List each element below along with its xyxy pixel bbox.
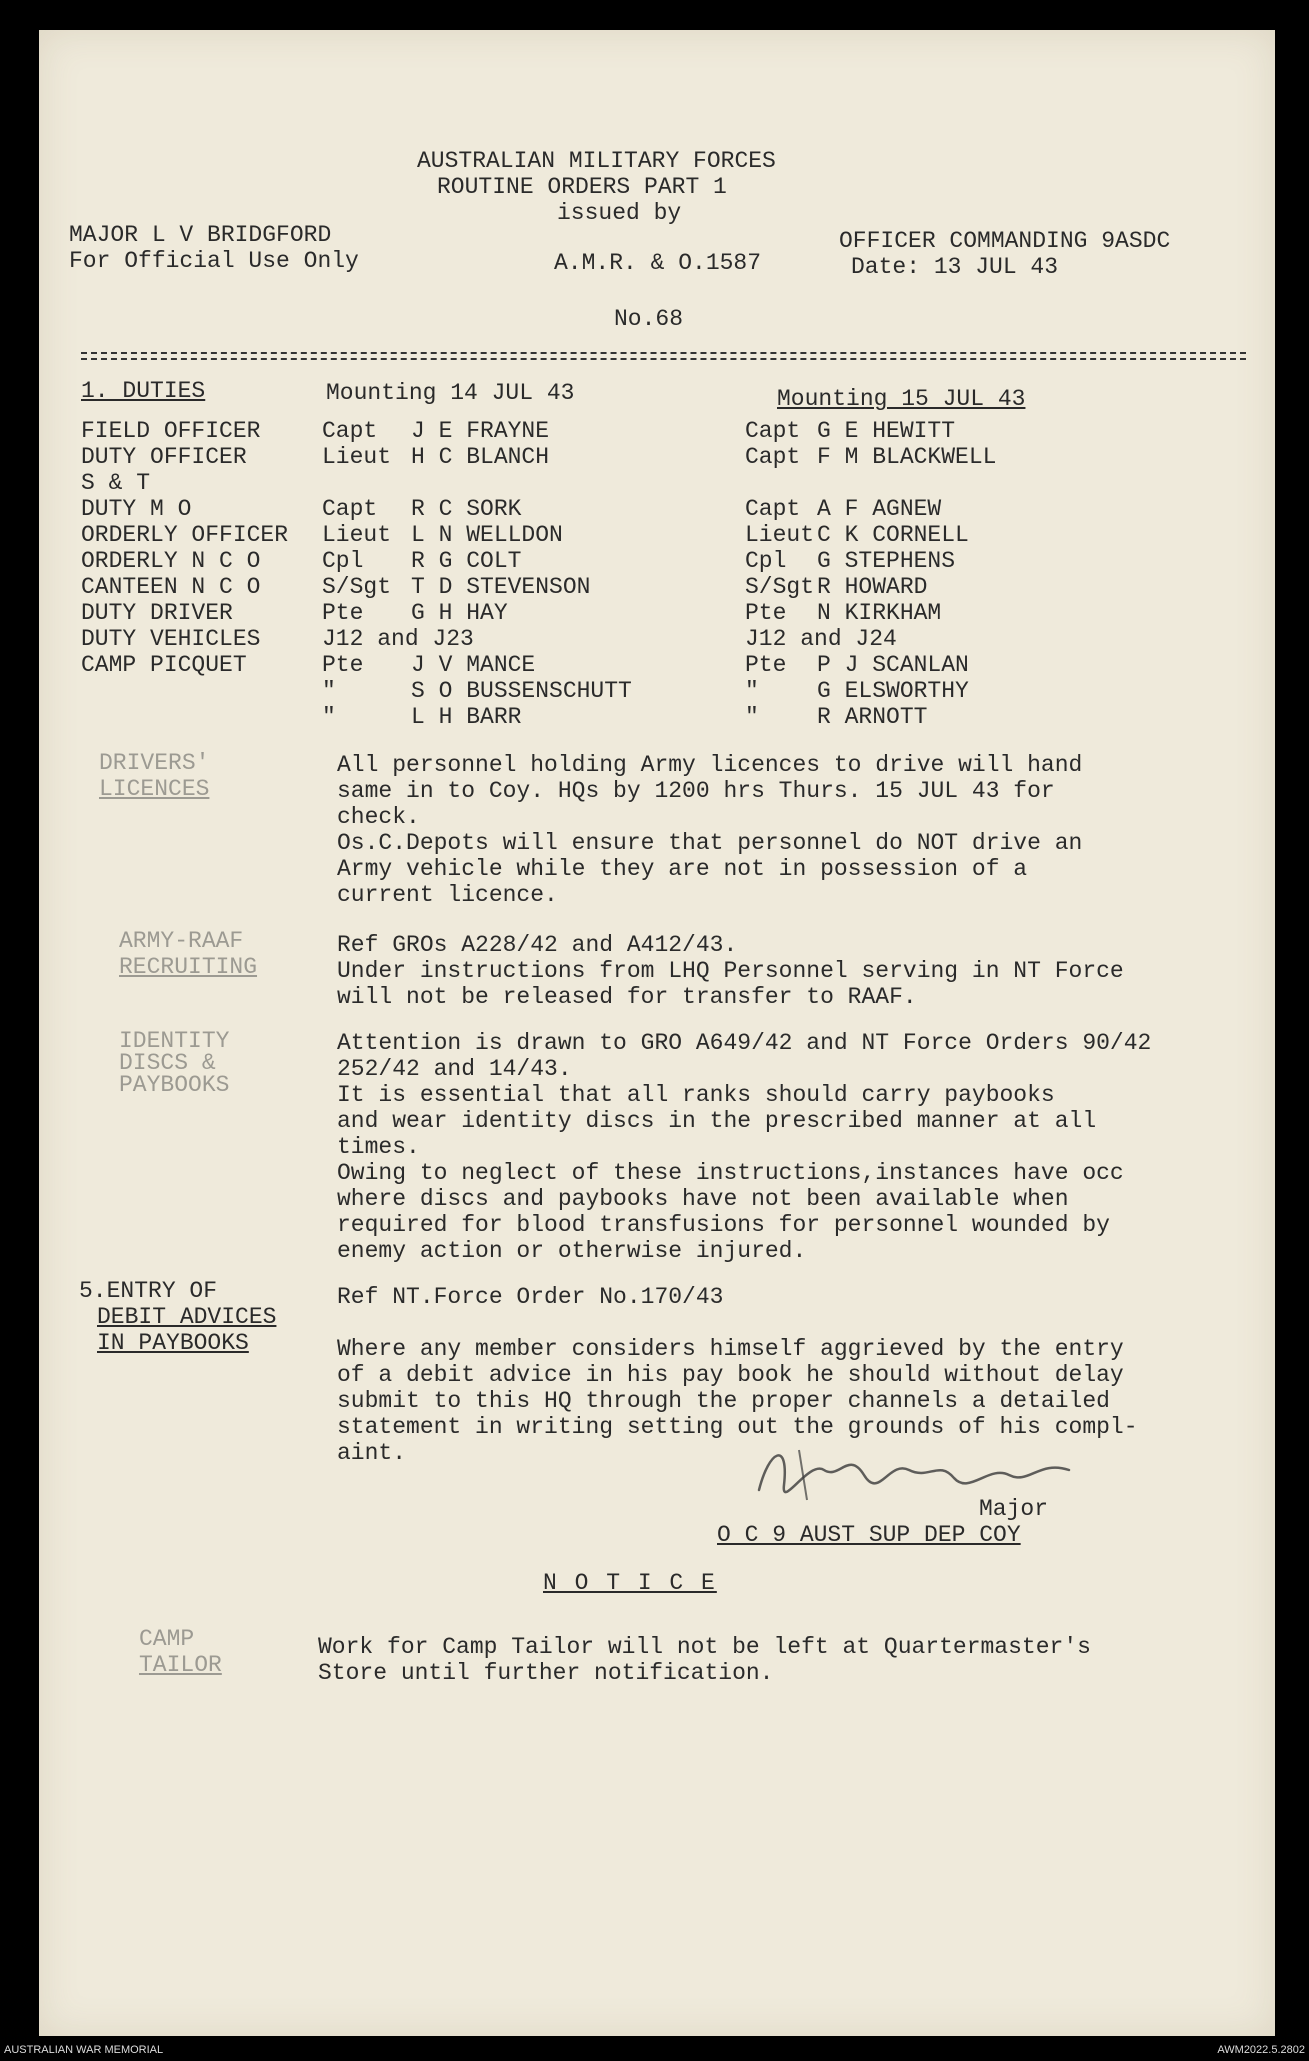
section-4-side-label-1: 5.ENTRY OF xyxy=(79,1278,218,1304)
section-3-side-label-2: DISCS & xyxy=(119,1050,216,1076)
archive-reference: AWM2022.5.2802 xyxy=(1217,2044,1305,2056)
duty-cell-n1: S O BUSSENSCHUTT xyxy=(411,678,632,704)
duty-cell-n2: F M BLACKWELL xyxy=(817,444,997,470)
duty-cell-role: FIELD OFFICER xyxy=(81,418,261,444)
duty-cell-r2: " xyxy=(745,678,759,704)
header-rule-2 xyxy=(81,358,1246,360)
duty-cell-role: DUTY M O xyxy=(81,496,192,522)
duty-cell-n2: N KIRKHAM xyxy=(817,600,942,626)
order-date: Date: 13 JUL 43 xyxy=(851,254,1059,280)
duty-cell-n2: P J SCANLAN xyxy=(817,652,969,678)
duty-cell-role: DUTY DRIVER xyxy=(81,600,233,626)
duty-cell-r1: Capt xyxy=(322,418,378,444)
duty-cell-n2: A F AGNEW xyxy=(817,496,942,522)
duty-cell-r1: S/Sgt xyxy=(322,574,392,600)
notice-side-label-2: TAILOR xyxy=(139,1652,222,1678)
duty-cell-role: ORDERLY OFFICER xyxy=(81,522,289,548)
duty-cell-n1: H C BLANCH xyxy=(411,444,550,470)
duty-cell-n1: G H HAY xyxy=(411,600,508,626)
duty-cell-r2: S/Sgt xyxy=(745,574,815,600)
signatory-rank: Major xyxy=(979,1496,1049,1522)
section-1-text: All personnel holding Army licences to drive will hand same in to Coy. HQs by 1200 hrs Thurs. 15 JUL 43 for check. Os.C.Depots will ensure that personnel do NOT drive an Army vehicle while they are not in possession of a current licence. xyxy=(337,752,1083,908)
duty-cell-r2: J12 and J24 xyxy=(745,626,897,652)
section-1-side-label-2: LICENCES xyxy=(99,776,210,802)
order-number: No.68 xyxy=(614,306,684,332)
duty-cell-r2: Cpl xyxy=(745,548,787,574)
duty-cell-r1: Pte xyxy=(322,652,364,678)
duty-cell-n1: L N WELLDON xyxy=(411,522,563,548)
amr-reference: A.M.R. & O.1587 xyxy=(554,250,762,276)
duty-cell-role: DUTY OFFICER xyxy=(81,444,247,470)
duties-col1-heading: Mounting 14 JUL 43 xyxy=(326,380,575,406)
archive-credit: AUSTRALIAN WAR MEMORIAL xyxy=(4,2044,164,2056)
duty-cell-role: S & T xyxy=(81,470,151,496)
duty-cell-r1: Lieut xyxy=(322,522,392,548)
document-page xyxy=(39,30,1275,2036)
duty-cell-n1: R C SORK xyxy=(411,496,522,522)
duty-cell-r1: Cpl xyxy=(322,548,364,574)
notice-text: Work for Camp Tailor will not be left at Quartermaster's Store until further notification. xyxy=(318,1634,1091,1686)
header-line-2: ROUTINE ORDERS PART 1 xyxy=(437,174,727,200)
duty-cell-n1: T D STEVENSON xyxy=(411,574,591,600)
duty-cell-r1: Pte xyxy=(322,600,364,626)
duty-cell-n2: G ELSWORTHY xyxy=(817,678,969,704)
duty-cell-r2: Lieut xyxy=(745,522,815,548)
section-2-side-label-1: ARMY-RAAF xyxy=(119,928,244,954)
duty-cell-role: DUTY VEHICLES xyxy=(81,626,261,652)
duty-cell-r1: J12 and J23 xyxy=(322,626,474,652)
restriction: For Official Use Only xyxy=(69,248,359,274)
issuer: MAJOR L V BRIDGFORD xyxy=(69,222,332,248)
duty-cell-r2: Capt xyxy=(745,496,801,522)
notice-heading: N O T I C E xyxy=(543,1570,717,1596)
duty-cell-r1: " xyxy=(322,678,336,704)
duty-cell-r2: Capt xyxy=(745,418,801,444)
duty-cell-role: CANTEEN N C O xyxy=(81,574,261,600)
duty-cell-r2: " xyxy=(745,704,759,730)
duty-cell-r1: Lieut xyxy=(322,444,392,470)
duty-cell-n2: R ARNOTT xyxy=(817,704,928,730)
duty-cell-n2: G STEPHENS xyxy=(817,548,956,574)
duty-cell-n1: L H BARR xyxy=(411,704,522,730)
duty-cell-n2: C K CORNELL xyxy=(817,522,969,548)
signatory-unit: O C 9 AUST SUP DEP COY xyxy=(717,1522,1021,1548)
header-rule-1 xyxy=(81,352,1246,354)
section-3-text: Attention is drawn to GRO A649/42 and NT Force Orders 90/42 252/42 and 14/43. It is essential that all ranks should carry paybooks and wear identity discs in the prescribed manner at all times. Owing to neglect of these instructions,instances have occ where discs and paybooks have not been available when required for blood transfusions for personnel wounded by enemy action or otherwise injured. xyxy=(337,1030,1152,1264)
section-4-side-label-3: IN PAYBOOKS xyxy=(97,1330,249,1356)
duty-cell-n1: R G COLT xyxy=(411,548,522,574)
duty-cell-r2: Pte xyxy=(745,600,787,626)
section-3-side-label-1: IDENTITY xyxy=(119,1028,230,1054)
duty-cell-n1: J V MANCE xyxy=(411,652,536,678)
duty-cell-n2: G E HEWITT xyxy=(817,418,956,444)
issuing-officer: OFFICER COMMANDING 9ASDC xyxy=(839,228,1171,254)
duty-cell-role: CAMP PICQUET xyxy=(81,652,247,678)
duty-cell-r2: Pte xyxy=(745,652,787,678)
section-4-side-label-2: DEBIT ADVICES xyxy=(97,1304,277,1330)
duty-cell-r2: Capt xyxy=(745,444,801,470)
section-1-side-label-1: DRIVERS' xyxy=(99,750,210,776)
header-line-3: issued by xyxy=(557,200,682,226)
notice-side-label-1: CAMP xyxy=(139,1626,195,1652)
duty-cell-role: ORDERLY N C O xyxy=(81,548,261,574)
section-2-text: Ref GROs A228/42 and A412/43. Under instructions from LHQ Personnel serving in NT Force will not be released for transfer to RAAF. xyxy=(337,932,1124,1010)
duty-cell-n1: J E FRAYNE xyxy=(411,418,550,444)
section-4-text: Where any member considers himself aggrieved by the entry of a debit advice in his pay book he should without delay submit to this HQ through the proper channels a detailed statement in writing setting out the grounds of his compl- aint. xyxy=(337,1336,1138,1466)
section-3-side-label-3: PAYBOOKS xyxy=(119,1072,230,1098)
section-4-reference: Ref NT.Force Order No.170/43 xyxy=(337,1284,724,1310)
duty-cell-n2: R HOWARD xyxy=(817,574,928,600)
header-line-1: AUSTRALIAN MILITARY FORCES xyxy=(417,148,776,174)
duties-col2-heading: Mounting 15 JUL 43 xyxy=(777,386,1026,412)
section-2-side-label-2: RECRUITING xyxy=(119,954,258,980)
duty-cell-r1: " xyxy=(322,704,336,730)
duty-cell-r1: Capt xyxy=(322,496,378,522)
duties-heading: 1. DUTIES xyxy=(81,378,206,404)
